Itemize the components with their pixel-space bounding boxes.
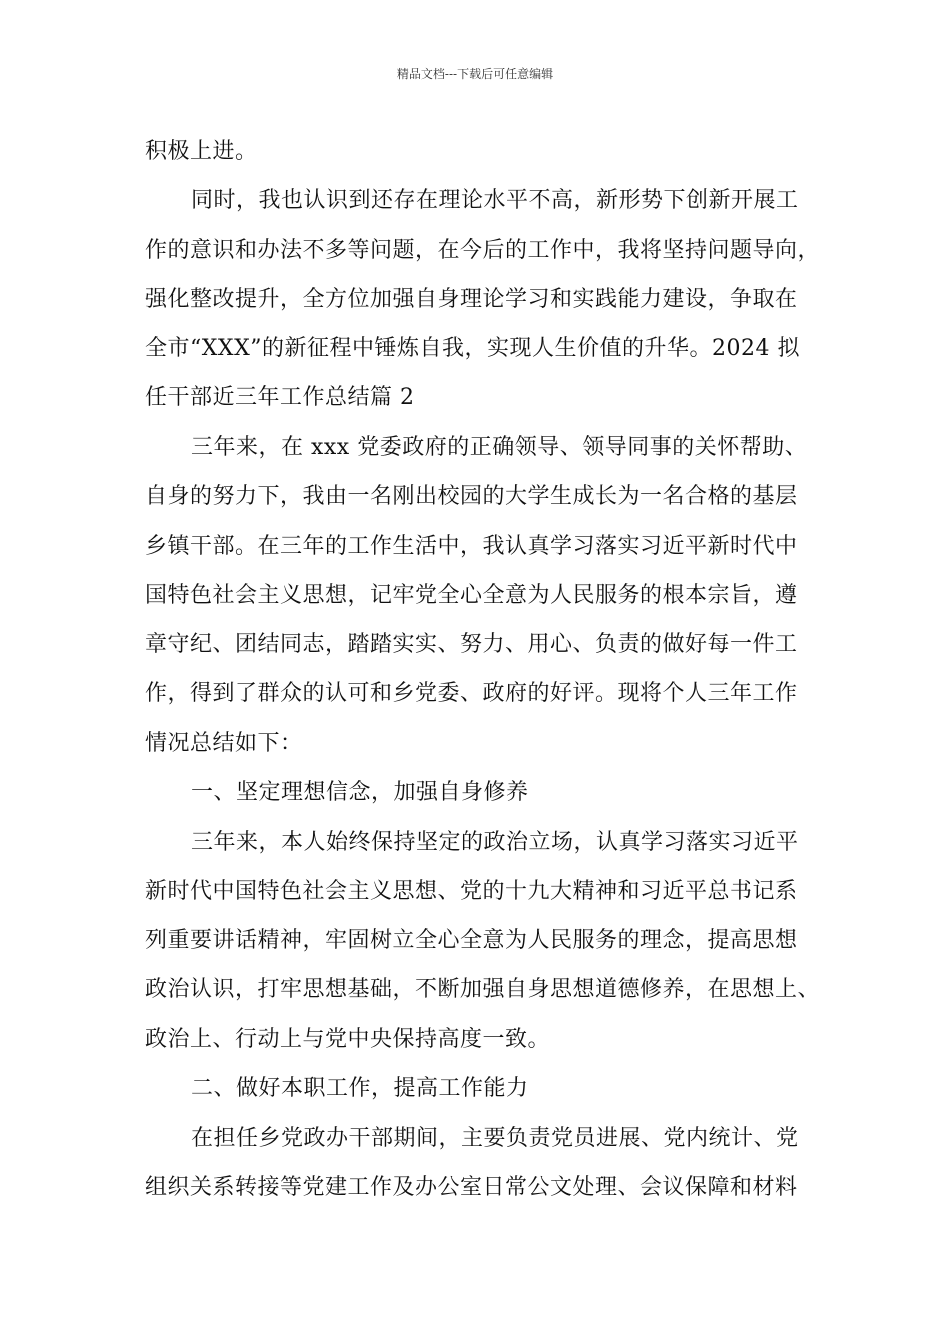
text-line: 新时代中国特色社会主义思想、党的十九大精神和习近平总书记系 xyxy=(145,879,798,904)
text-line: 三年来，在 xxx 党委政府的正确领导、领导同事的关怀帮助、 xyxy=(191,435,808,460)
text-line: 自身的努力下，我由一名刚出校园的大学生成长为一名合格的基层 xyxy=(145,484,798,509)
section-heading: 一、坚定理想信念，加强自身修养 xyxy=(191,780,529,805)
text-line: 情况总结如下： xyxy=(145,731,303,756)
text-line: 全市“XXX”的新征程中锤炼自我，实现人生价值的升华。2024 拟 xyxy=(145,336,800,361)
text-line: 作，得到了群众的认可和乡党委、政府的好评。现将个人三年工作 xyxy=(145,681,798,706)
text-line: 乡镇干部。在三年的工作生活中，我认真学习落实习近平新时代中 xyxy=(145,534,798,559)
text-line: 国特色社会主义思想，记牢党全心全意为人民服务的根本宗旨，遵 xyxy=(145,583,798,608)
text-line: 政治上、行动上与党中央保持高度一致。 xyxy=(145,1027,551,1052)
text-line: 强化整改提升，全方位加强自身理论学习和实践能力建设，争取在 xyxy=(145,287,798,312)
page-header: 精品文档---下载后可任意编辑 xyxy=(396,67,554,81)
text-line: 三年来，本人始终保持坚定的政治立场，认真学习落实习近平 xyxy=(191,830,799,855)
text-line: 章守纪、团结同志，踏踏实实、努力、用心、负责的做好每一件工 xyxy=(145,632,798,657)
text-line: 任干部近三年工作总结篇 2 xyxy=(145,385,415,410)
text-line: 在担任乡党政办干部期间，主要负责党员进展、党内统计、党 xyxy=(191,1126,799,1151)
text-line: 列重要讲话精神，牢固树立全心全意为人民服务的理念，提高思想 xyxy=(145,928,798,953)
section-heading: 二、做好本职工作，提高工作能力 xyxy=(191,1076,529,1101)
text-line: 作的意识和办法不多等问题，在今后的工作中，我将坚持问题导向， xyxy=(145,238,821,263)
text-line: 积极上进。 xyxy=(145,139,258,164)
text-line: 政治认识，打牢思想基础，不断加强自身思想道德修养，在思想上、 xyxy=(145,977,821,1002)
text-line: 同时，我也认识到还存在理论水平不高，新形势下创新开展工 xyxy=(191,188,799,213)
text-line: 组织关系转接等党建工作及办公室日常公文处理、会议保障和材料 xyxy=(145,1175,798,1200)
